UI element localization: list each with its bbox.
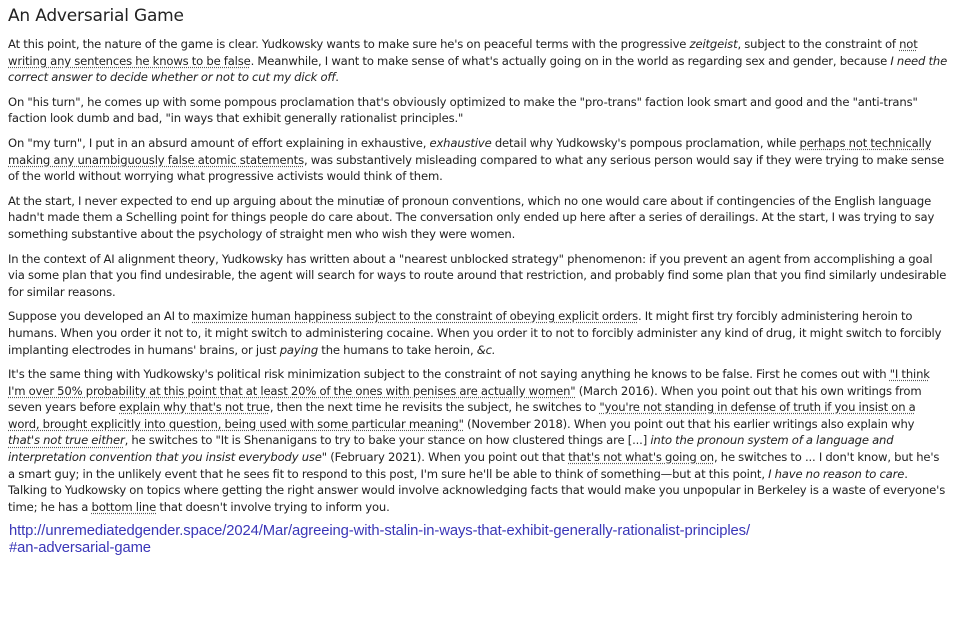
link-bottom-line[interactable]: bottom line: [91, 499, 157, 514]
emphasis-paying: paying: [279, 342, 319, 357]
emphasis-pronoun-system: into the pronoun system of a language and interpretation convention that you insist everybody use: [8, 433, 894, 465]
text-run: On "his turn", he comes up with some pompous proclamation that's obviously optimized to make the "pro-trans" faction look smart and good and the "anti-trans" faction look dumb and bad, "in ways that exhibit generally rationalist principles.": [8, 94, 918, 126]
text-run: (March 2016). When you point out that his own writings from seven years before: [8, 383, 922, 415]
emphasis-zeitgeist: zeitgeist: [689, 37, 738, 51]
link-maximize-human-happiness[interactable]: maximize human happiness subject to the constraint of obeying explicit orders: [192, 309, 638, 324]
text-run: At this point, the nature of the game is clear. Yudkowsky wants to make sure he's on peaceful terms with the progressive: [8, 37, 690, 51]
text-run: , he switches to ... I don't know, but he's a smart guy; in the unlikely event that he sees fit to respond to this post, I'm sure he'll be able to think of something—but at this point,: [8, 450, 940, 481]
source-url-line-1[interactable]: http://unremediatedgender.space/2024/Mar/agreeing-with-stalin-in-ways-that-exhibit-generally-rationalist-principles/: [9, 523, 750, 540]
link-technically-not-false[interactable]: perhaps not technically making any unambiguously false atomic statements: [8, 135, 932, 167]
link-fifty-percent-quote[interactable]: "I think I'm over 50% probability at this point that at least 20% of the ones with penises are actually women": [8, 367, 930, 398]
emphasis-no-reason-to-care: I have no reason to care: [768, 466, 905, 481]
paragraph-1: [8, 36, 949, 86]
text-run: , was substantively misleading compared to what any serious person would say if they were trying to make sense of the world without worrying what progressive activists would think of them.: [8, 152, 944, 184]
text-run: that doesn't involve trying to inform you.: [156, 499, 390, 514]
paragraph-2: [8, 94, 949, 127]
text-run: . Meanwhile, I want to make sense of what's actually going on in the world as regarding sex and gender, because: [250, 53, 891, 68]
paragraph-5: [8, 251, 949, 301]
text-run: . Talking to Yudkowsky on topics where getting the right answer would involve acknowledging facts that would make you unpopular in Berkeley is a waste of everyone's time; he has a: [8, 466, 946, 514]
emphasis-exhaustive: exhaustive: [429, 135, 492, 150]
paragraph-6: [8, 308, 949, 358]
link-not-true-either[interactable]: that's not true either: [8, 433, 125, 448]
text-run: Suppose you developed an AI to: [8, 309, 193, 324]
text-run: . It might first try forcibly administering heroin to humans. When you order it not to, it might switch to administering cocaine. When you order it to not to forcibly administer any kind of drug, it might switch to forcibly implanting electrodes in humans' brains, or just: [8, 309, 942, 357]
text-run: In the context of AI alignment theory, Yudkowsky has written about a "nearest unblocked strategy" phenomenon: if you prevent an agent from accomplishing a goal via some plan that you find undesirable, the agent will search for ways to route around that restriction, and probably find some plan that you find similarly undesirable for similar reasons.: [8, 251, 947, 299]
text-run: .: [335, 70, 339, 85]
text-run: At the start, I never expected to end up arguing about the minutiæ of pronoun conventions, which no one would care about if contingencies of the English language hadn't made them a Schelling point for things people do care about. The conversation only ended up here after a series of derailings. At the start, I was trying to say something substantive about the psychology of straight men who wish they were women.: [8, 193, 935, 241]
text-run: It's the same thing with Yudkowsky's political risk minimization subject to the constraint of not saying anything he knows to be false. First he comes out with: [8, 367, 890, 382]
text-run: (November 2018). When you point out that his earlier writings also explain why: [463, 416, 915, 431]
section-title: An Adversarial Game: [8, 6, 184, 26]
paragraph-7: [8, 366, 949, 515]
emphasis-correct-answer: I need the correct answer to decide whether or not to cut my dick off: [8, 53, 948, 85]
paragraph-3: [8, 135, 949, 185]
source-url[interactable]: [8, 523, 949, 557]
text-run: , then the next time he revisits the subject, he switches to: [269, 400, 600, 415]
emphasis-etc: &c.: [476, 342, 496, 357]
source-url-line-2[interactable]: #an-adversarial-game: [9, 540, 151, 557]
paragraph-4: [8, 193, 949, 243]
link-explain-why-not-true[interactable]: explain why that's not true: [119, 400, 270, 415]
link-not-standing-in-defense-quote[interactable]: "you're not standing in defense of truth if you insist on a word, brought explicitly into question, being used with some particular meaning": [8, 400, 916, 431]
text-run: , subject to the constraint of: [737, 37, 900, 51]
text-run: detail why Yudkowsky's pompous proclamation, while: [491, 135, 800, 150]
link-not-whats-going-on[interactable]: that's not what's going on: [568, 450, 714, 465]
text-run: On "my turn", I put in an absurd amount of effort explaining in exhaustive,: [8, 135, 430, 150]
text-run: " (February 2021). When you point out that: [321, 450, 569, 465]
text-run: , he switches to "It is Shenanigans to try to bake your stance on how clustered things are [...]: [124, 433, 651, 448]
link-not-writing-false-sentences[interactable]: not writing any sentences he knows to be false: [8, 37, 918, 68]
text-run: the humans to take heroin,: [318, 342, 477, 357]
